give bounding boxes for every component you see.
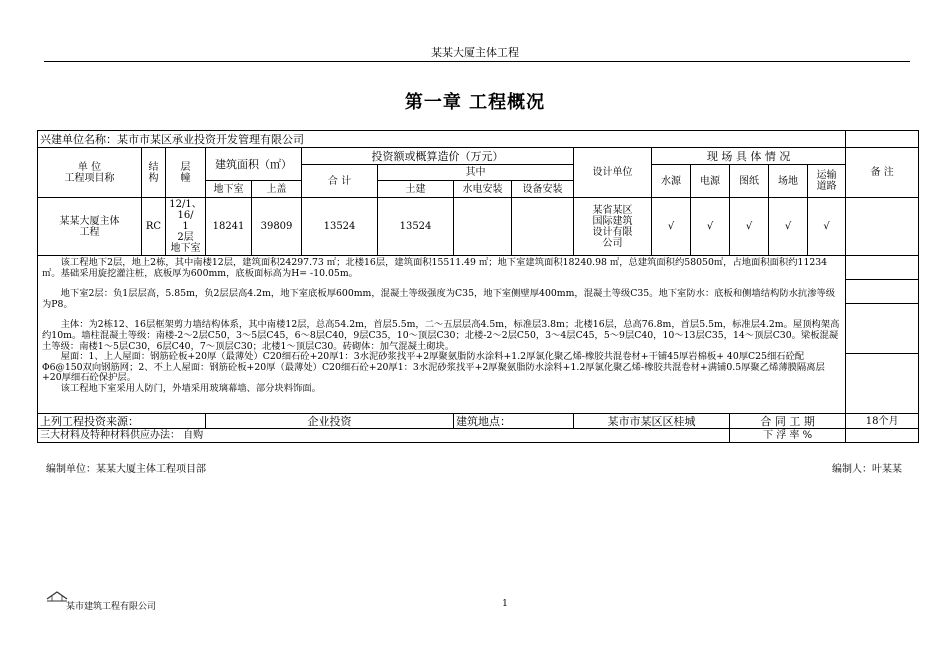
header-floors-line1: 层 [180, 161, 191, 173]
header-project-line2: 工程项目称 [64, 172, 115, 184]
compiler-unit: 编制单位：某某大厦主体工程项目部 [46, 464, 206, 475]
description-paragraph: 屋面：1、上人屋面：钢筋砼板+20厚（最薄处）C20细石砼+20厚1：3水泥砂浆找平+2厚聚氨脂防水涂料+1.2厚氯化聚乙烯-橡胶共混卷材+干铺45厚岩棉板+ 40厚C25细石砼配 Φ6@150双向钢筋网；2、不上人屋面：钢筋砼板+20厚（最薄处）C20细石砼+20厚1：3水泥砂浆找平+2厚聚氨脂防水涂料+1.2厚氯化聚乙烯-橡胶共混卷材+满铺0.5厚聚乙烯薄膜隔离层+20厚细石砼保护层。 [42, 351, 825, 384]
footer-company: 某市建筑工程有限公司 [66, 602, 157, 612]
contract-period-value: 18个月 [846, 414, 919, 429]
header-total: 合 计 [302, 165, 378, 198]
side-cell [846, 256, 919, 280]
cell-project [38, 198, 142, 256]
investment-source-value: 企业投资 [206, 414, 454, 429]
header-project [38, 148, 142, 198]
cell-design-line1: 某省某区 [592, 204, 633, 216]
header-structure-line2: 构 [148, 172, 159, 184]
header-transport [808, 165, 846, 198]
header-above: 上盖 [252, 181, 302, 198]
side-cell [846, 354, 919, 414]
cell-floors-line1: 12/1、16/ [169, 199, 202, 221]
header-power: 电源 [691, 165, 730, 198]
investment-source-label: 上列工程投资来源： [38, 414, 206, 429]
project-description [38, 256, 846, 414]
cell-floors [166, 198, 206, 256]
contract-period-label: 合 同 工 期 [730, 414, 846, 429]
cell-drawings-check: √ [730, 198, 769, 256]
float-rate-label: 下 浮 率 % [730, 429, 846, 443]
cell-design-line2: 国际建筑 [592, 215, 633, 227]
cell-total: 13524 [302, 198, 378, 256]
header-area: 建筑面积（㎡） [206, 148, 302, 181]
builder-unit-cell: 兴建单位名称：某市市某区承业投资开发管理有限公司 [38, 131, 846, 148]
cell-floors-line4: 地下室 [170, 243, 201, 254]
header-structure-line1: 结 [148, 161, 159, 173]
materials-supply: 三大材料及特种材料供应办法： 自购 [38, 429, 730, 443]
header-drawings: 图纸 [730, 165, 769, 198]
cell-project-line2: 工程 [79, 226, 100, 238]
description-paragraph: 地下室2层：负1层层高，5.85m，负2层层高4.2m，地下室底板厚600mm，混凝土等级强度为C35，地下室侧壁厚400mm，混凝土等级C35。地下室防水：底板和侧墙结构防水抗渗等级为P8。 [42, 288, 836, 310]
cell-floors-line2: 1 [182, 221, 189, 232]
cell-design-line4: 公司 [602, 237, 623, 249]
page-header: 某某大厦主体工程 [431, 46, 519, 59]
header-water: 水源 [652, 165, 691, 198]
header-transport-line1: 运输 [816, 170, 837, 181]
cell-civil: 13524 [378, 198, 454, 256]
side-cell [846, 280, 919, 304]
cell-transport-check: √ [808, 198, 846, 256]
header-investment: 投资额或概算造价（万元） [302, 148, 574, 165]
empty-cell [846, 131, 919, 148]
cell-water-check: √ [652, 198, 691, 256]
cell-floors-line3: 2层 [177, 232, 194, 243]
header-floors-line2: 幢 [180, 172, 191, 184]
location-value: 某市市某区区桂城 [574, 414, 730, 429]
header-rule [44, 61, 910, 62]
header-site-conditions: 现 场 具 体 情 况 [652, 148, 846, 165]
chapter-title: 第一章 工程概况 [404, 92, 546, 113]
header-structure [142, 148, 166, 198]
float-rate-value [846, 429, 919, 443]
header-floors [166, 148, 206, 198]
side-cell [846, 304, 919, 354]
cell-basement: 18241 [206, 198, 252, 256]
cell-design-line3: 设计有限 [592, 226, 633, 238]
cell-power-check: √ [691, 198, 730, 256]
cell-project-line1: 某某大厦主体 [59, 215, 120, 227]
cell-above: 39809 [252, 198, 302, 256]
header-remark: 备 注 [846, 148, 919, 198]
cell-ground-check: √ [769, 198, 808, 256]
location-label: 建筑地点： [454, 414, 574, 429]
header-ground: 场地 [769, 165, 808, 198]
cell-structure: RC [142, 198, 166, 256]
project-overview-table [37, 130, 919, 443]
header-basement: 地下室 [206, 181, 252, 198]
compiler-name: 编制人：叶某某 [832, 464, 902, 475]
header-design-unit: 设计单位 [574, 148, 652, 198]
header-equipment: 设备安装 [512, 181, 574, 198]
cell-plumbing [454, 198, 512, 256]
cell-remark [846, 198, 919, 256]
page-number: 1 [502, 599, 508, 609]
description-paragraph: 主体：为2栋12、16层框架剪力墙结构体系，其中南楼12层，总高54.2m，首层5.5m，二～五层层高4.5m，标准层3.8m；北楼16层，总高76.8m，首层5.5m，标准层4.2m。屋顶构架高约10m。墙柱混凝土等级：南楼-2～2层C50，3～5层C45，6～8层C40，9层C35，10～顶层C30；北楼-2～2层C50，3～4层C45，5～9层C40，10～13层C35，14～顶层C30。梁板混凝土等级：南楼1～5层C30，6层C40，7～顶层C30；北楼1～顶层C30。砖砌体：加气混凝土砌块。 [42, 319, 840, 352]
header-among: 其中 [378, 165, 574, 181]
header-civil: 土建 [378, 181, 454, 198]
cell-equipment [512, 198, 574, 256]
description-paragraph: 该工程地下室采用人防门，外墙采用玻璃幕墙、部分块料饰面。 [60, 382, 321, 394]
header-plumbing: 水电安装 [454, 181, 512, 198]
description-paragraph: 该工程地下2层，地上2栋，其中南楼12层，建筑面积24297.73 ㎡；北楼16层，建筑面积15511.49 ㎡；地下室建筑面积18240.98 ㎡，总建筑面积约58050㎡，占地面积面积约11234㎡。基础采用旋挖灌注桩，底板厚为600mm，底板面标高为H= -10.05m。 [42, 257, 828, 279]
header-project-line1: 单 位 [77, 161, 102, 173]
header-transport-line2: 道路 [816, 181, 837, 192]
cell-design-unit [574, 198, 652, 256]
